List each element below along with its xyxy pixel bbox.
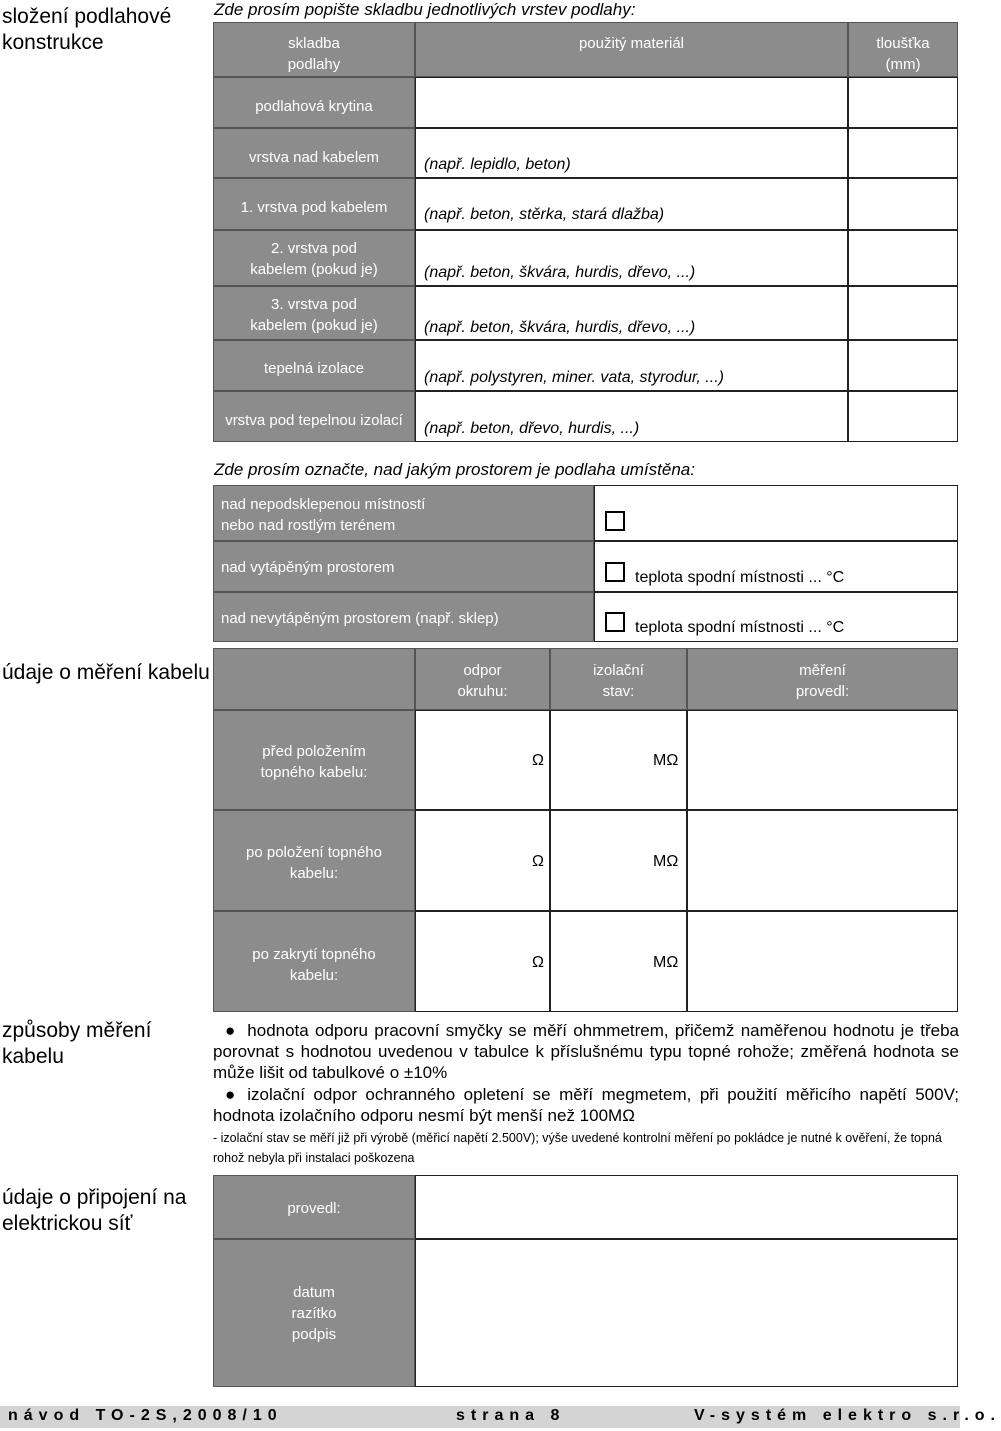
header-material: použitý materiál [415,22,848,77]
space-option-label-1: nad vytápěným prostorem [213,541,594,592]
section-measure-title: údaje o měření kabelu [2,661,210,684]
measure-header-resistance: odpor okruhu: [415,648,550,710]
resistance-cell-2[interactable] [415,911,550,1012]
connection-done-by-field[interactable] [415,1175,958,1239]
method-bullet-1: ● hodnota odporu pracovní smyčky se měří ohmmetrem, přičemž naměřenou hodnotu je třeba porovnat s hodnotou uvedenou v tabulce k příslušnému typu topné rohože; změřená hodnota se může lišit od tabulkové o ±10% [213,1021,959,1082]
section-methods-title: způsoby měření kabelu [2,1019,152,1068]
insulation-cell-2[interactable] [550,911,687,1012]
thickness-cell-3[interactable] [848,230,958,286]
thickness-cell-2[interactable] [848,178,958,230]
footer-bar [0,1406,1001,1428]
done-by-cell-2[interactable] [687,911,958,1012]
material-hint-2: (např. beton, stěrka, stará dlažba) [424,206,665,223]
thickness-cell-1[interactable] [848,128,958,178]
connection-done-by-label: provedl: [213,1175,415,1239]
layer-label-3: 2. vrstva pod kabelem (pokud je) [213,230,415,286]
material-cell-5[interactable] [415,340,848,391]
measure-row-label-2: po zakrytí topného kabelu: [213,911,415,1012]
checkbox-heated-space[interactable] [605,562,625,582]
thickness-cell-0[interactable] [848,77,958,128]
footer-company: V-systém elektro s.r.o. [694,1407,1001,1424]
section-connection-title: údaje o připojení na elektrickou síť [2,1186,187,1235]
measure-header-blank [213,648,415,710]
ohm-unit-1: Ω [532,853,544,870]
measure-row-label-1: po položení topného kabelu: [213,810,415,911]
checkbox-unheated-ground[interactable] [605,511,625,531]
measure-header-done-by: měření provedl: [687,648,958,710]
bullet-icon: ● [225,1021,236,1040]
method-bullet-2: ● izolační odpor ochranného opletení se měří megmetem, při použití měřicího napětí 500V; hodnota izolačního odporu nesmí být menší než 100MΩ [213,1085,959,1125]
thickness-cell-5[interactable] [848,340,958,391]
layer-label-4: 3. vrstva pod kabelem (pokud je) [213,286,415,340]
space-option-cell-0 [594,485,958,541]
material-cell-3[interactable] [415,230,848,286]
insulation-cell-0[interactable] [550,710,687,810]
space-option-label-0: nad nepodsklepenou místností nebo nad rostlým terénem [213,485,594,541]
footer-manual: návod TO-2S,2008/10 [8,1407,283,1424]
header-thickness: tloušťka (mm) [848,22,958,77]
layer-label-0: podlahová krytina [213,77,415,128]
space-option-label-2: nad nevytápěným prostorem (např. sklep) [213,592,594,642]
material-hint-5: (např. polystyren, miner. vata, styrodur, ...) [424,369,724,386]
checkbox-unheated-space[interactable] [605,612,625,632]
material-hint-1: (např. lepidlo, beton) [424,156,571,173]
footer-page: strana 8 [456,1407,566,1424]
space-instruction: Zde prosím označte, nad jakým prostorem je podlaha umístěna: [214,460,695,479]
section-floor-title: složení podlahové konstrukce [2,5,172,54]
megaohm-unit-2: MΩ [653,954,679,971]
ohm-unit-0: Ω [532,752,544,769]
material-cell-0[interactable] [415,77,848,128]
heated-temperature-label: teplota spodní místnosti ... °C [635,569,845,586]
material-cell-1[interactable] [415,128,848,178]
layer-label-2: 1. vrstva pod kabelem [213,178,415,230]
insulation-cell-1[interactable] [550,810,687,911]
resistance-cell-1[interactable] [415,810,550,911]
done-by-cell-0[interactable] [687,710,958,810]
material-cell-4[interactable] [415,286,848,340]
measure-row-label-0: před položením topného kabelu: [213,710,415,810]
done-by-cell-1[interactable] [687,810,958,911]
bullet-icon: ● [225,1085,236,1104]
layer-label-6: vrstva pod tepelnou izolací [213,391,415,442]
material-hint-3: (např. beton, škvára, hurdis, dřevo, ...) [424,264,696,281]
resistance-cell-0[interactable] [415,710,550,810]
connection-stamp-field[interactable] [415,1239,958,1387]
material-cell-6[interactable] [415,391,848,442]
measure-header-insulation: izolační stav: [550,648,687,710]
connection-stamp-label: datum razítko podpis [213,1239,415,1387]
floor-instruction: Zde prosím popište skladbu jednotlivých vrstev podlahy: [214,0,636,19]
layer-label-1: vrstva nad kabelem [213,128,415,178]
method-note: - izolační stav se měří již při výrobě (měřicí napětí 2.500V); výše uvedené kontrolní měření po pokládce je nutné k ověření, že topná rohož nebyla při instalaci poškozena [213,1131,942,1165]
header-layer: skladba podlahy [213,22,415,77]
thickness-cell-4[interactable] [848,286,958,340]
thickness-cell-6[interactable] [848,391,958,442]
megaohm-unit-1: MΩ [653,853,679,870]
material-hint-6: (např. beton, dřevo, hurdis, ...) [424,420,640,437]
unheated-temperature-label: teplota spodní místnosti ... °C [635,619,845,636]
ohm-unit-2: Ω [532,954,544,971]
material-cell-2[interactable] [415,178,848,230]
material-hint-4: (např. beton, škvára, hurdis, dřevo, ...) [424,319,696,336]
megaohm-unit-0: MΩ [653,752,679,769]
layer-label-5: tepelná izolace [213,340,415,391]
